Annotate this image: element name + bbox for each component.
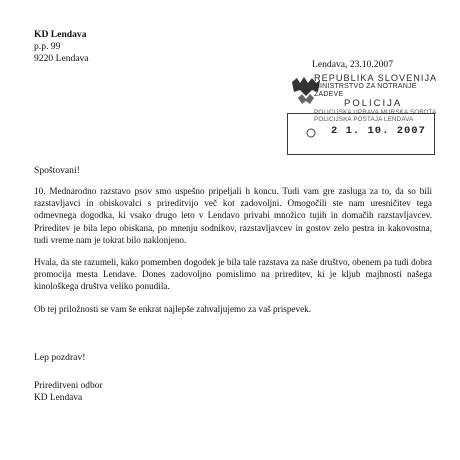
place-date: Lendava, 23.10.2007 (312, 59, 393, 70)
signature-line-1: Prireditveni odbor (34, 381, 103, 391)
sender-po-box: p.p. 99 (34, 41, 61, 52)
signature-block (34, 381, 102, 404)
paragraph-1: 10. Mednarodno razstavo psov smo uspešno pripeljali h koncu. Tudi vam gre zasluga za to, da so bili razstavljavci in obiskovalci s prireditvijo več kot zadovoljni. Omogočili ste nam uresničitev tega odmevnega dogodka, ki vsako drugo leto v Lendavo privabi množico tujih in domačih razstavljavcev. Prireditev je bila lepo obiskana, po mnenju sodnikov, razstavljavcev in gostov zelo pestra in kakovostna, tudi vreme nam je tokrat bilo naklonjeno. (34, 186, 432, 245)
paragraph-2: Hvala, da ste razumeli, kako pomemben dogodek je bila tale razstava za naše društvo, obenem pa tudi dobra promocija mesta Lendave. Dones zadovoljno pomislimo na prireditev, ki je kljub majhnosti našega kinološkega društva veliko ponudila. (34, 257, 432, 292)
sender-postal: 9220 Lendava (34, 53, 89, 64)
greeting: Spoštovani! (34, 165, 80, 176)
stamp-line-1: REPUBLIKA SLOVENIJA (314, 73, 438, 83)
sender-name: KD Lendava (34, 29, 87, 40)
received-date-stamp (287, 113, 435, 155)
stamp-line-5: POLICIJSKA POSTAJA LENDAVA (314, 116, 414, 123)
paragraph-3: Ob tej priložnosti se vam še enkrat najlepše zahvaljujemo za vaš prispevek. (34, 304, 312, 314)
closing: Lep pozdrav! (34, 352, 86, 363)
stamp-mark-icon (305, 127, 317, 139)
sender-block (34, 29, 89, 65)
stamp-line-2: MINISTRSTVO ZA NOTRANJE ZADEVE (314, 83, 417, 98)
received-date: 2 1. 10. 2007 (331, 125, 426, 137)
stamp-line-3: POLICIJA (344, 98, 403, 109)
signature-line-2: KD Lendava (34, 392, 83, 403)
stamp-line-4: POLICIJSKA UPRAVA MURSKA SOBOTA (314, 109, 437, 116)
